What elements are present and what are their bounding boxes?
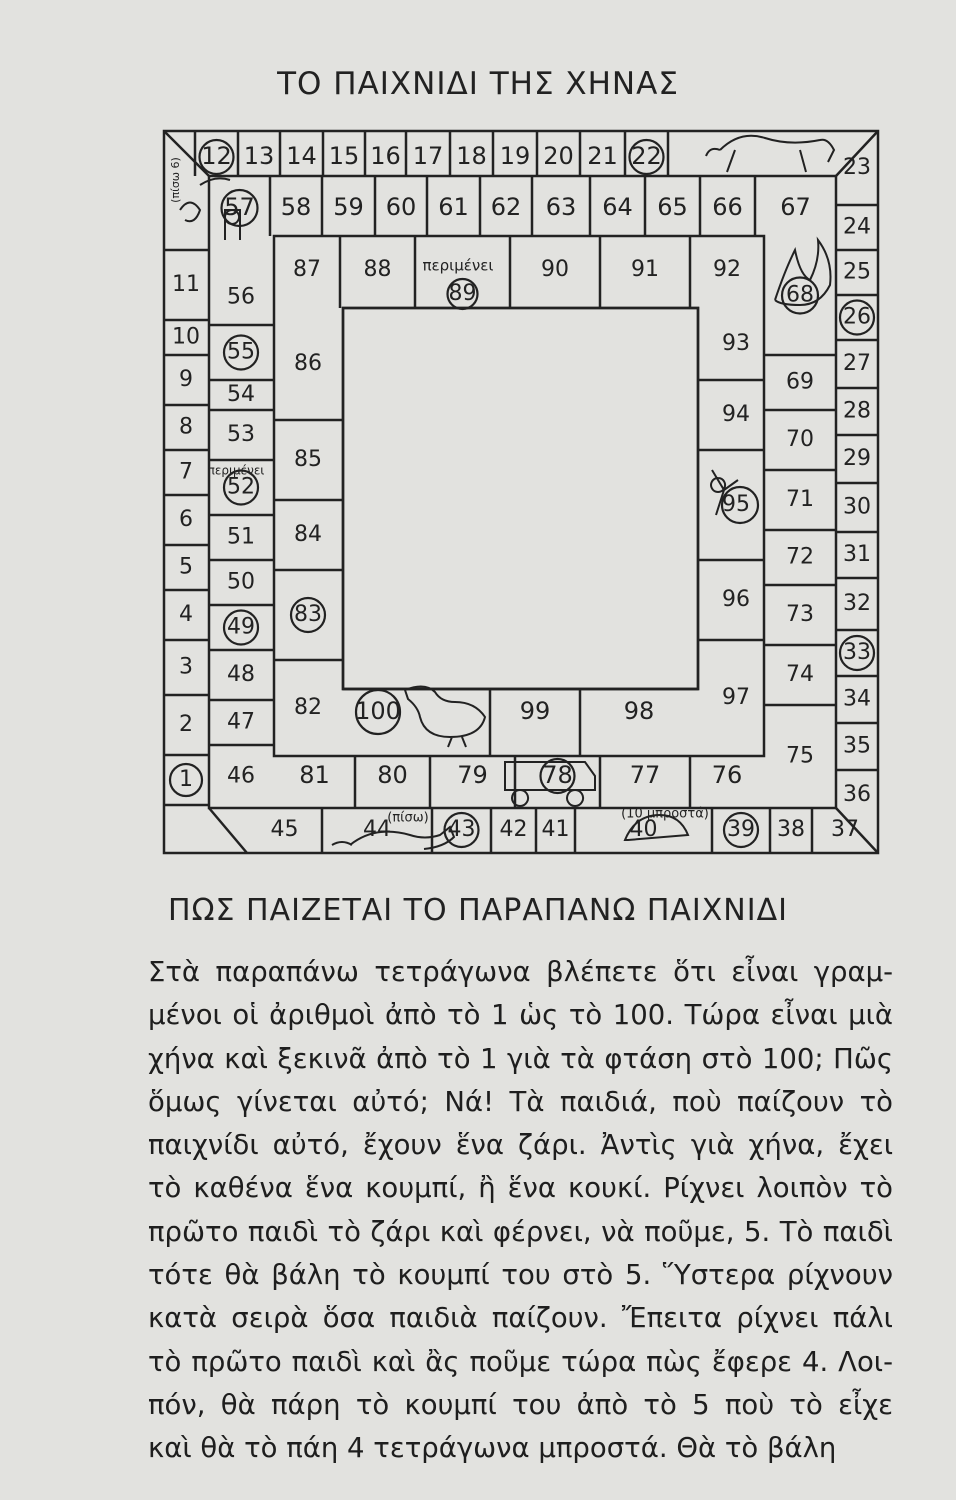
board-square-number: 92 xyxy=(713,257,741,282)
board-square-number: 18 xyxy=(456,142,487,170)
board-square-number: 16 xyxy=(370,142,401,170)
board-square-number: 86 xyxy=(294,351,322,376)
board-square-number: 36 xyxy=(843,782,871,807)
board-square-number: 73 xyxy=(786,602,814,627)
board-square-number: 45 xyxy=(270,817,299,842)
board-square-number: 85 xyxy=(294,447,322,472)
board-square-number: 37 xyxy=(831,817,859,842)
board-square-number: 31 xyxy=(843,542,871,567)
board-square-number: 55 xyxy=(227,339,255,365)
board-square-number: 5 xyxy=(179,554,193,580)
goose-illustration xyxy=(405,686,485,747)
board-square-number: 49 xyxy=(227,614,255,640)
rules-text-line: μένοι οἱ ἀριθμοὶ ἀπὸ τὸ 1 ὡς τὸ 100. Τώρα εἶναι μιὰ xyxy=(148,999,893,1032)
board-square-number: 38 xyxy=(777,817,805,842)
board-square-number: 4 xyxy=(179,602,193,627)
board-square-number: 24 xyxy=(843,214,871,240)
board-square-number: 71 xyxy=(786,487,814,512)
board-square-number: 66 xyxy=(712,193,743,221)
board-square-number: 44 xyxy=(363,817,391,842)
board-square-number: 39 xyxy=(727,817,755,842)
rules-text-line: τὸ καθένα ἕνα κουμπί, ἢ ἕνα κουκί. Ρίχνει λοιπὸν τὸ xyxy=(148,1172,893,1205)
board-square-number: 70 xyxy=(786,427,814,452)
board-square-number: 1 xyxy=(179,767,193,792)
board-square-number: 61 xyxy=(438,193,469,221)
board-square-number: 98 xyxy=(623,697,655,725)
board-square-number: 79 xyxy=(457,761,488,789)
board-square-number: 87 xyxy=(293,257,321,282)
rules-text xyxy=(148,951,893,1471)
rules-text-line: παιχνίδι αὐτό, ἔχουν ἕνα ζάρι. Ἀντὶς γιὰ χήνα, ἔχει xyxy=(148,1129,893,1162)
board-square-number: 32 xyxy=(843,591,871,616)
board-square-number: 9 xyxy=(179,367,193,392)
board-square-number: 97 xyxy=(722,685,750,710)
how-to-play-heading: ΠΩΣ ΠΑΙΖΕΤΑΙ ΤΟ ΠΑΡΑΠΑΝΩ ΠΑΙΧΝΙΔΙ xyxy=(168,893,788,928)
board-square-number: 89 xyxy=(448,281,477,306)
board-square-number: 62 xyxy=(490,193,522,221)
board-square-number: 80 xyxy=(377,761,408,789)
board-square-number: 3 xyxy=(179,654,193,680)
board-square-number: 69 xyxy=(786,369,814,395)
rules-text-line: τότε θὰ βάλη τὸ κουμπί του στὸ 5. Ὕστερα ρίχνουν xyxy=(148,1259,893,1292)
board-square-number: 13 xyxy=(243,142,275,170)
board-square-number: 93 xyxy=(722,331,750,356)
board-square-number: 95 xyxy=(722,492,750,517)
board-square-number: 60 xyxy=(385,193,417,221)
board-square-number: 96 xyxy=(722,587,750,612)
board-square-number: 68 xyxy=(786,282,814,308)
board-square-number: 83 xyxy=(294,602,322,627)
cyclist-illustration xyxy=(180,203,200,222)
board-square-number: 72 xyxy=(786,544,814,570)
board-square-number: 67 xyxy=(780,193,811,221)
rules-text-line: ὅμως γίνεται αὐτό; Νά! Τὰ παιδιά, ποὺ παίζουν τὸ xyxy=(148,1085,893,1118)
board-square-number: 17 xyxy=(412,142,444,170)
board-square-number: 12 xyxy=(201,142,232,170)
board-square-number: 54 xyxy=(227,382,255,407)
rules-text-line: πόν, θὰ πάρη τὸ κουμπί του ἀπὸ τὸ 5 ποὺ τὸ εἶχε xyxy=(148,1388,893,1421)
board-square-number: 100 xyxy=(355,697,401,725)
board-square-number: 63 xyxy=(545,193,577,221)
soldier-illustration xyxy=(200,178,240,240)
forward-label: (10 μπροστά) xyxy=(621,806,709,822)
back-label: (πίσω) xyxy=(387,810,429,826)
board-square-number: 76 xyxy=(711,761,743,789)
rules-text-line: καὶ θὰ τὸ πάη 4 τετράγωνα μπροστά. Θὰ τὸ βάλη xyxy=(148,1432,837,1465)
board-square-number: 56 xyxy=(227,284,255,310)
board-square-number: 22 xyxy=(631,142,662,170)
board-square-number: 84 xyxy=(294,522,322,547)
board-square-number: 64 xyxy=(602,193,633,221)
board-square-number: 59 xyxy=(333,193,364,221)
board-square-number: 10 xyxy=(172,324,200,350)
board-square-number: 27 xyxy=(843,351,871,376)
board-square-number: 30 xyxy=(843,494,871,520)
board-square-number: 94 xyxy=(722,402,750,427)
board-square-number: 19 xyxy=(499,142,531,170)
board-square-number: 14 xyxy=(286,142,317,170)
board-square-number: 51 xyxy=(227,524,255,550)
board-square-number: 82 xyxy=(294,695,322,720)
board-square-number: 57 xyxy=(224,193,255,221)
board-square-number: 2 xyxy=(179,712,193,737)
rules-text-line: τὸ πρῶτο παιδὶ καὶ ἂς ποῦμε τώρα πὼς ἔφερε 4. Λοι- xyxy=(148,1345,893,1378)
rules-text-line: χήνα καὶ ξεκινᾶ ἀπὸ τὸ 1 γιὰ τὰ φτάση στὸ 100; Πῶς xyxy=(148,1042,893,1075)
board-square-number: 81 xyxy=(299,761,330,789)
board-square-number: 53 xyxy=(227,422,255,447)
rules-text-line: Στὰ παραπάνω τετράγωνα βλέπετε ὅτι εἶναι γραμ- xyxy=(148,956,893,988)
board-square-number: 20 xyxy=(543,142,574,170)
board-square-number: 58 xyxy=(280,193,312,221)
board-square-number: 43 xyxy=(447,817,476,842)
board-square-number: 99 xyxy=(519,697,551,725)
board-square-number: 35 xyxy=(843,733,871,759)
board-square-number: 33 xyxy=(843,640,871,665)
board-square-number: 34 xyxy=(843,686,871,712)
board-square-number: 91 xyxy=(631,257,659,282)
rules-text-line: κατὰ σειρὰ ὅσα παιδιὰ παίζουν. Ἔπειτα ρίχνει πάλι xyxy=(148,1302,893,1335)
board-square-number: 7 xyxy=(179,459,193,485)
board-square-number: 77 xyxy=(629,761,661,789)
board-square-number: 28 xyxy=(843,398,871,424)
rules-text-line: πρῶτο παιδὶ τὸ ζάρι καὶ φέρνει, νὰ ποῦμε, 5. Τὸ παιδὶ xyxy=(148,1215,893,1248)
board-square-number: 15 xyxy=(328,142,360,170)
board-square-number: 52 xyxy=(227,474,255,500)
board-square-number: 46 xyxy=(227,763,255,789)
board-square-number: 21 xyxy=(587,142,618,170)
board-square-number: 47 xyxy=(227,709,255,735)
dog-illustration xyxy=(706,136,834,172)
stay-label: περιμένει xyxy=(207,463,265,478)
board-square-number: 29 xyxy=(843,446,871,471)
board-square-number: 25 xyxy=(843,259,871,285)
board-square-number: 74 xyxy=(786,662,814,687)
board-square-number: 8 xyxy=(179,414,193,440)
stay-label: περιμένει xyxy=(422,256,494,275)
board-square-number: 48 xyxy=(227,662,255,687)
board-square-number: 42 xyxy=(499,817,528,842)
board-square-number: 11 xyxy=(172,272,200,297)
board-square-number: 6 xyxy=(179,507,193,532)
board-square-number: 50 xyxy=(227,569,255,595)
board-square-number: 78 xyxy=(542,761,573,789)
corner-label: (πίσω 6) xyxy=(169,157,182,203)
board-square-number: 90 xyxy=(541,257,569,282)
board-square-number: 26 xyxy=(843,304,871,330)
fox-illustration xyxy=(332,827,454,849)
board-square-number: 75 xyxy=(786,743,814,769)
board-square-number: 40 xyxy=(629,817,658,842)
board-square-number: 65 xyxy=(657,193,688,221)
board-square-number: 23 xyxy=(843,155,871,180)
board-square-number: 88 xyxy=(363,257,392,282)
page-title: ΤΟ ΠΑΙΧΝΙΔΙ ΤΗΣ ΧΗΝΑΣ xyxy=(277,66,679,102)
board-square-number: 41 xyxy=(541,817,570,842)
